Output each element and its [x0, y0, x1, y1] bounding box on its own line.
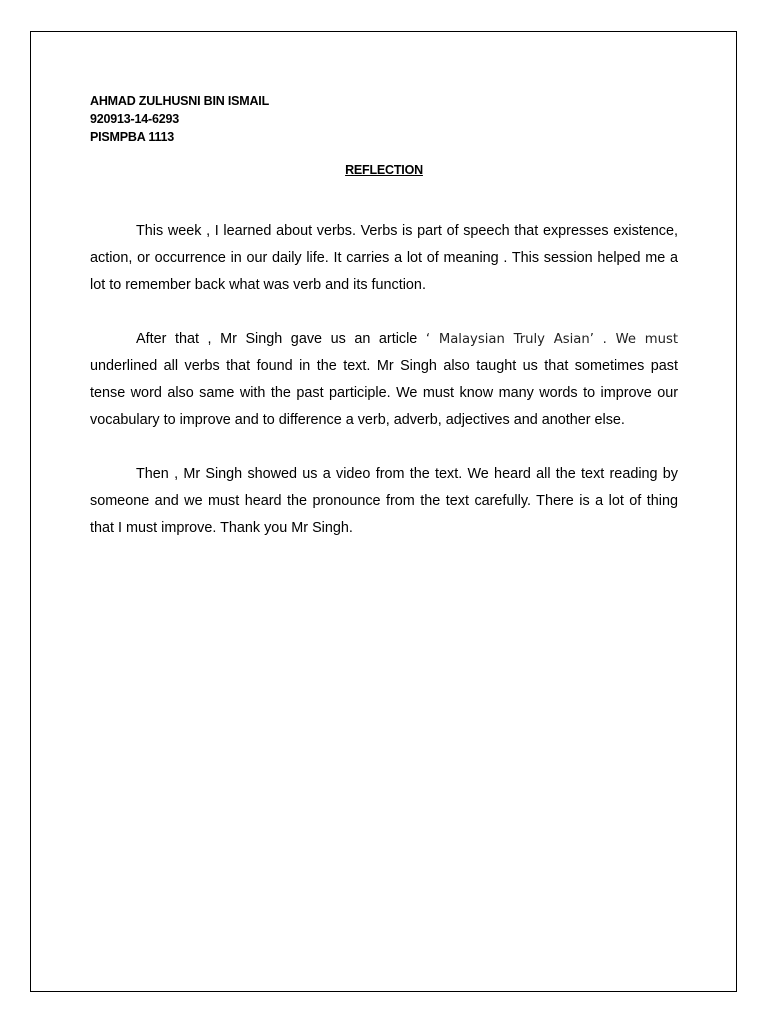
paragraph-2	[90, 326, 678, 434]
student-info	[90, 92, 269, 146]
paragraph-2-body: underlined all verbs that found in the text. Mr Singh also taught us that sometimes past tense word also same with the past participle. We must know many words to improve our vocabulary to improve and to difference a verb, adverb, adjectives and another else.	[90, 358, 678, 428]
paragraph-3: Then , Mr Singh showed us a video from the text. We heard all the text reading by someone and we must heard the pronounce from the text carefully. There is a lot of thing that I must improve. Thank you Mr Singh.	[90, 466, 678, 536]
student-class: PISMPBA 1113	[90, 130, 174, 144]
paragraph-2-intro: After that , Mr Singh gave us an article	[136, 331, 426, 347]
article-title: ‘ Malaysian Truly Asian’ . We must	[425, 332, 678, 347]
paragraph-1: This week , I learned about verbs. Verbs is part of speech that expresses existence, action, or occurrence in our daily life. It carries a lot of meaning . This session helped me a lot to remember back what was verb and its function.	[90, 223, 678, 293]
student-name: AHMAD ZULHUSNI BIN ISMAIL	[90, 94, 270, 108]
student-id: 920913-14-6293	[90, 112, 179, 126]
document-title: REFLECTION	[345, 163, 423, 177]
